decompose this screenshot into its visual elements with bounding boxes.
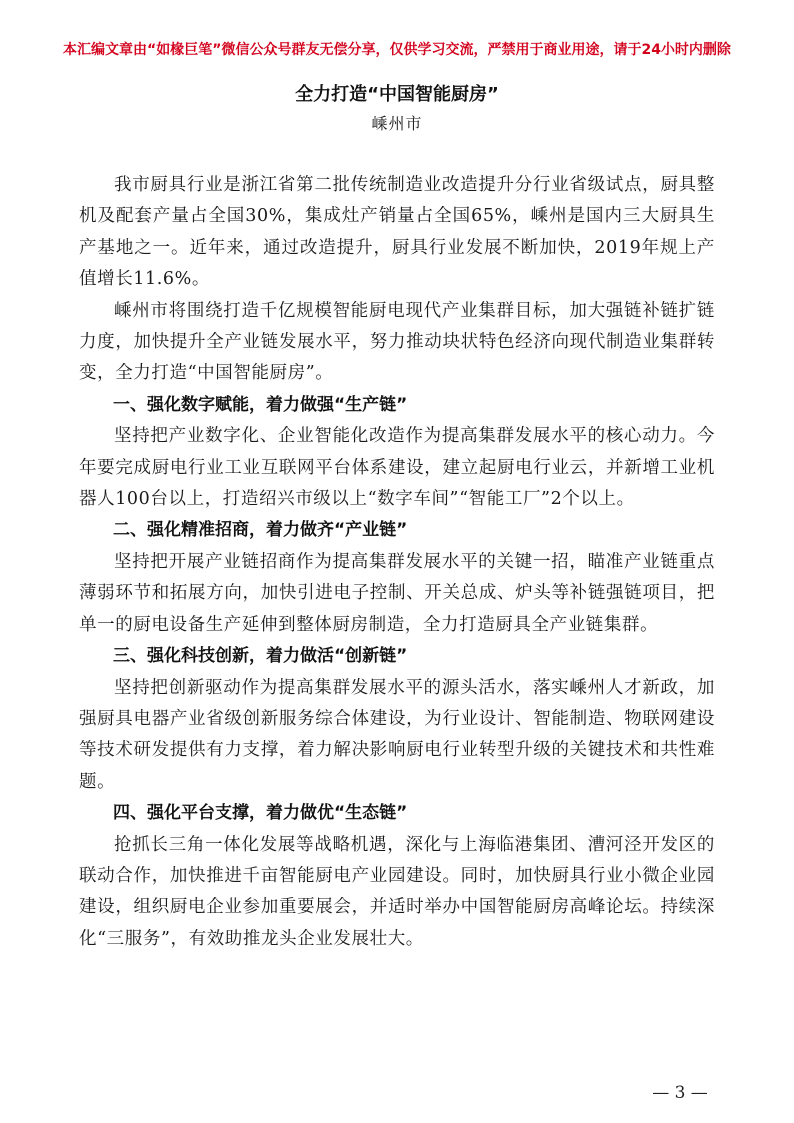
- article-body: [79, 170, 715, 955]
- page-number: — 3 —: [652, 1083, 708, 1103]
- intro-paragraph: 我市厨具行业是浙江省第二批传统制造业改造提升分行业省级试点，厨具整机及配套产量占全国30%，集成灶产销量占全国65%，嵊州是国内三大厨具生产基地之一。近年来，通过改造提升，厨具行业发展不断加快，2019年规上产值增长11.6%。: [79, 175, 715, 290]
- section-paragraph: 坚持把开展产业链招商作为提高集群发展水平的关键一招，瞄准产业链重点薄弱环节和拓展方向，加快引进电子控制、开关总成、炉头等补链强链项目，把单一的厨电设备生产延伸到整体厨房制造，全力打造厨具全产业链集群。: [79, 551, 715, 635]
- section-paragraph: 坚持把创新驱动作为提高集群发展水平的源头活水，落实嵊州人才新政，加强厨具电器产业省级创新服务综合体建设，为行业设计、智能制造、物联网建设等技术研发提供有力支撑，着力解决影响厨电行业转型升级的关键技术和共性难题。: [79, 677, 715, 792]
- section-heading: 二、强化精准招商，着力做齐“产业链”: [113, 520, 408, 541]
- copyright-banner: 本汇编文章由“如椽巨笔”微信公众号群友无偿分享，仅供学习交流，严禁用于商业用途，请于24小时内删除: [63, 42, 731, 58]
- section-heading: 三、强化科技创新，着力做活“创新链”: [113, 646, 408, 667]
- section-heading: 四、强化平台支撑，着力做优“生态链”: [113, 803, 408, 824]
- section-heading: 一、强化数字赋能，着力做强“生产链”: [113, 394, 408, 415]
- section-paragraph: 抢抓长三角一体化发展等战略机遇，深化与上海临港集团、漕河泾开发区的联动合作，加快推进千亩智能厨电产业园建设。同时，加快厨具行业小微企业园建设，组织厨电企业参加重要展会，并适时举办中国智能厨房高峰论坛。持续深化“三服务”，有效助推龙头企业发展壮大。: [79, 834, 715, 949]
- article-author: 嵊州市: [371, 114, 423, 133]
- section-paragraph: 坚持把产业数字化、企业智能化改造作为提高集群发展水平的核心动力。今年要完成厨电行业工业互联网平台体系建设，建立起厨电行业云，并新增工业机器人100台以上，打造绍兴市级以上“数字车间”“智能工厂”2个以上。: [79, 426, 715, 510]
- intro-paragraph: 嵊州市将围绕打造千亿规模智能厨电现代产业集群目标，加大强链补链扩链力度，加快提升全产业链发展水平，努力推动块状特色经济向现代制造业集群转变，全力打造“中国智能厨房”。: [79, 300, 715, 384]
- article-title: 全力打造“中国智能厨房”: [295, 84, 499, 105]
